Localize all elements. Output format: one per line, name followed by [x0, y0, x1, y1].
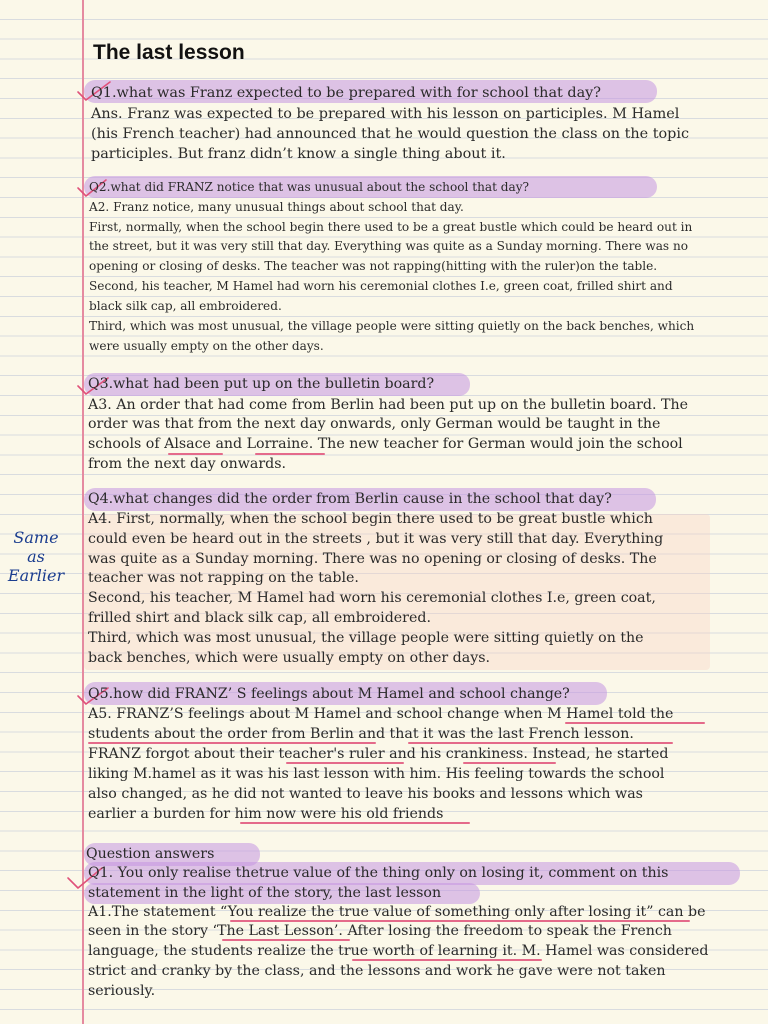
- answer-line: FRANZ forgot about their teacher's ruler and his crankiness. Instead, he started: [88, 746, 669, 762]
- underline: [463, 762, 556, 764]
- question-3: Q3.what had been put up on the bulletin board?: [88, 376, 435, 392]
- answer-line: A4. First, normally, when the school begin there used to be great bustle which: [88, 511, 653, 527]
- answer-line: schools of Alsace and Lorraine. The new teacher for German would join the school: [88, 436, 683, 452]
- answer-line: Second, his teacher, M Hamel had worn his ceremonial clothes I.e, green coat,: [88, 590, 656, 606]
- answer-line: A3. An order that had come from Berlin had been put up on the bulletin board. The: [88, 397, 689, 413]
- underline: [565, 722, 705, 724]
- answer-line: Third, which was most unusual, the village people were sitting quietly on the back benches, which: [89, 319, 695, 333]
- answer-line: earlier a burden for him now were his old friends: [88, 806, 444, 822]
- answer-line: liking M.hamel as it was his last lesson with him. His feeling towards the school: [88, 766, 665, 782]
- answer-line: black silk cap, all embroidered.: [89, 299, 282, 313]
- underline: [255, 453, 325, 455]
- answer-line: frilled shirt and black silk cap, all embroidered.: [88, 610, 431, 626]
- answer-line: participles. But franz didn’t know a single thing about it.: [91, 146, 506, 162]
- answer-line: strict and cranky by the class, and the lessons and work he gave were not taken: [88, 963, 666, 979]
- answer-line: Second, his teacher, M Hamel had worn his ceremonial clothes I.e, green coat, frilled shirt and: [89, 279, 673, 293]
- answer-line: the street, but it was very still that day. Everything was quite as a Sunday morning. There was no: [89, 239, 689, 253]
- answer-line: Third, which was most unusual, the village people were sitting quietly on the: [88, 630, 644, 646]
- underline: [286, 762, 404, 764]
- answer-line: Ans. Franz was expected to be prepared with his lesson on participles. M Hamel: [91, 106, 680, 122]
- question-5: Q5.how did FRANZ’ S feelings about M Hamel and school change?: [88, 686, 570, 702]
- answer-line: A2. Franz notice, many unusual things about school that day.: [89, 200, 464, 214]
- answer-line: was quite as a Sunday morning. There was no opening or closing of desks. The: [88, 551, 657, 567]
- question-1: Q1.what was Franz expected to be prepared with for school that day?: [91, 85, 602, 101]
- question-2: Q2.what did FRANZ notice that was unusual about the school that day?: [89, 180, 530, 194]
- underline: [408, 742, 673, 744]
- answer-line: order was that from the next day onwards, only German would be taught in the: [88, 416, 661, 432]
- underline: [168, 453, 223, 455]
- answer-line: language, the students realize the true worth of learning it. M. Hamel was considered: [88, 943, 709, 959]
- answer-line: from the next day onwards.: [88, 456, 287, 472]
- underline: [352, 959, 542, 961]
- answer-line: could even be heard out in the streets , but it was very still that day. Everything: [88, 531, 664, 547]
- page-title: The last lesson: [93, 41, 245, 64]
- answer-line: A5. FRANZ’S feelings about M Hamel and school change when M Hamel told the: [88, 706, 674, 722]
- answer-line: students about the order from Berlin and that it was the last French lesson.: [88, 726, 634, 742]
- answer-line: seriously.: [88, 983, 156, 999]
- answer-line: back benches, which were usually empty on other days.: [88, 650, 491, 666]
- answer-line: A1.The statement “You realize the true value of something only after losing it” can be: [88, 904, 706, 920]
- question-line: Q1. You only realise thetrue value of the thing only on losing it, comment on this: [88, 865, 669, 881]
- answer-line: also changed, as he did not wanted to leave his books and lessons which was: [88, 786, 643, 802]
- underline: [240, 822, 470, 824]
- side-note-line: Earlier: [7, 566, 65, 585]
- side-note-line: Same: [13, 528, 59, 547]
- answer-line: were usually empty on the other days.: [89, 339, 324, 353]
- question-line: statement in the light of the story, the last lesson: [88, 885, 442, 901]
- answer-line: First, normally, when the school begin there used to be a great bustle which could be heard out in: [89, 220, 693, 234]
- answer-line: opening or closing of desks. The teacher was not rapping(hitting with the ruler)on the table.: [89, 259, 658, 273]
- side-note-line: as: [27, 547, 45, 566]
- underline: [230, 920, 690, 922]
- underline: [222, 939, 350, 941]
- side-note: [6, 528, 66, 585]
- answer-line: seen in the story ‘The Last Lesson’. After losing the freedom to speak the French: [88, 923, 672, 939]
- answer-line: (his French teacher) had announced that he would question the class on the topic: [91, 126, 690, 142]
- answer-line: teacher was not rapping on the table.: [88, 570, 359, 586]
- question-4: Q4.what changes did the order from Berlin cause in the school that day?: [88, 491, 612, 507]
- underline: [88, 742, 376, 744]
- section-heading: Question answers: [86, 846, 215, 862]
